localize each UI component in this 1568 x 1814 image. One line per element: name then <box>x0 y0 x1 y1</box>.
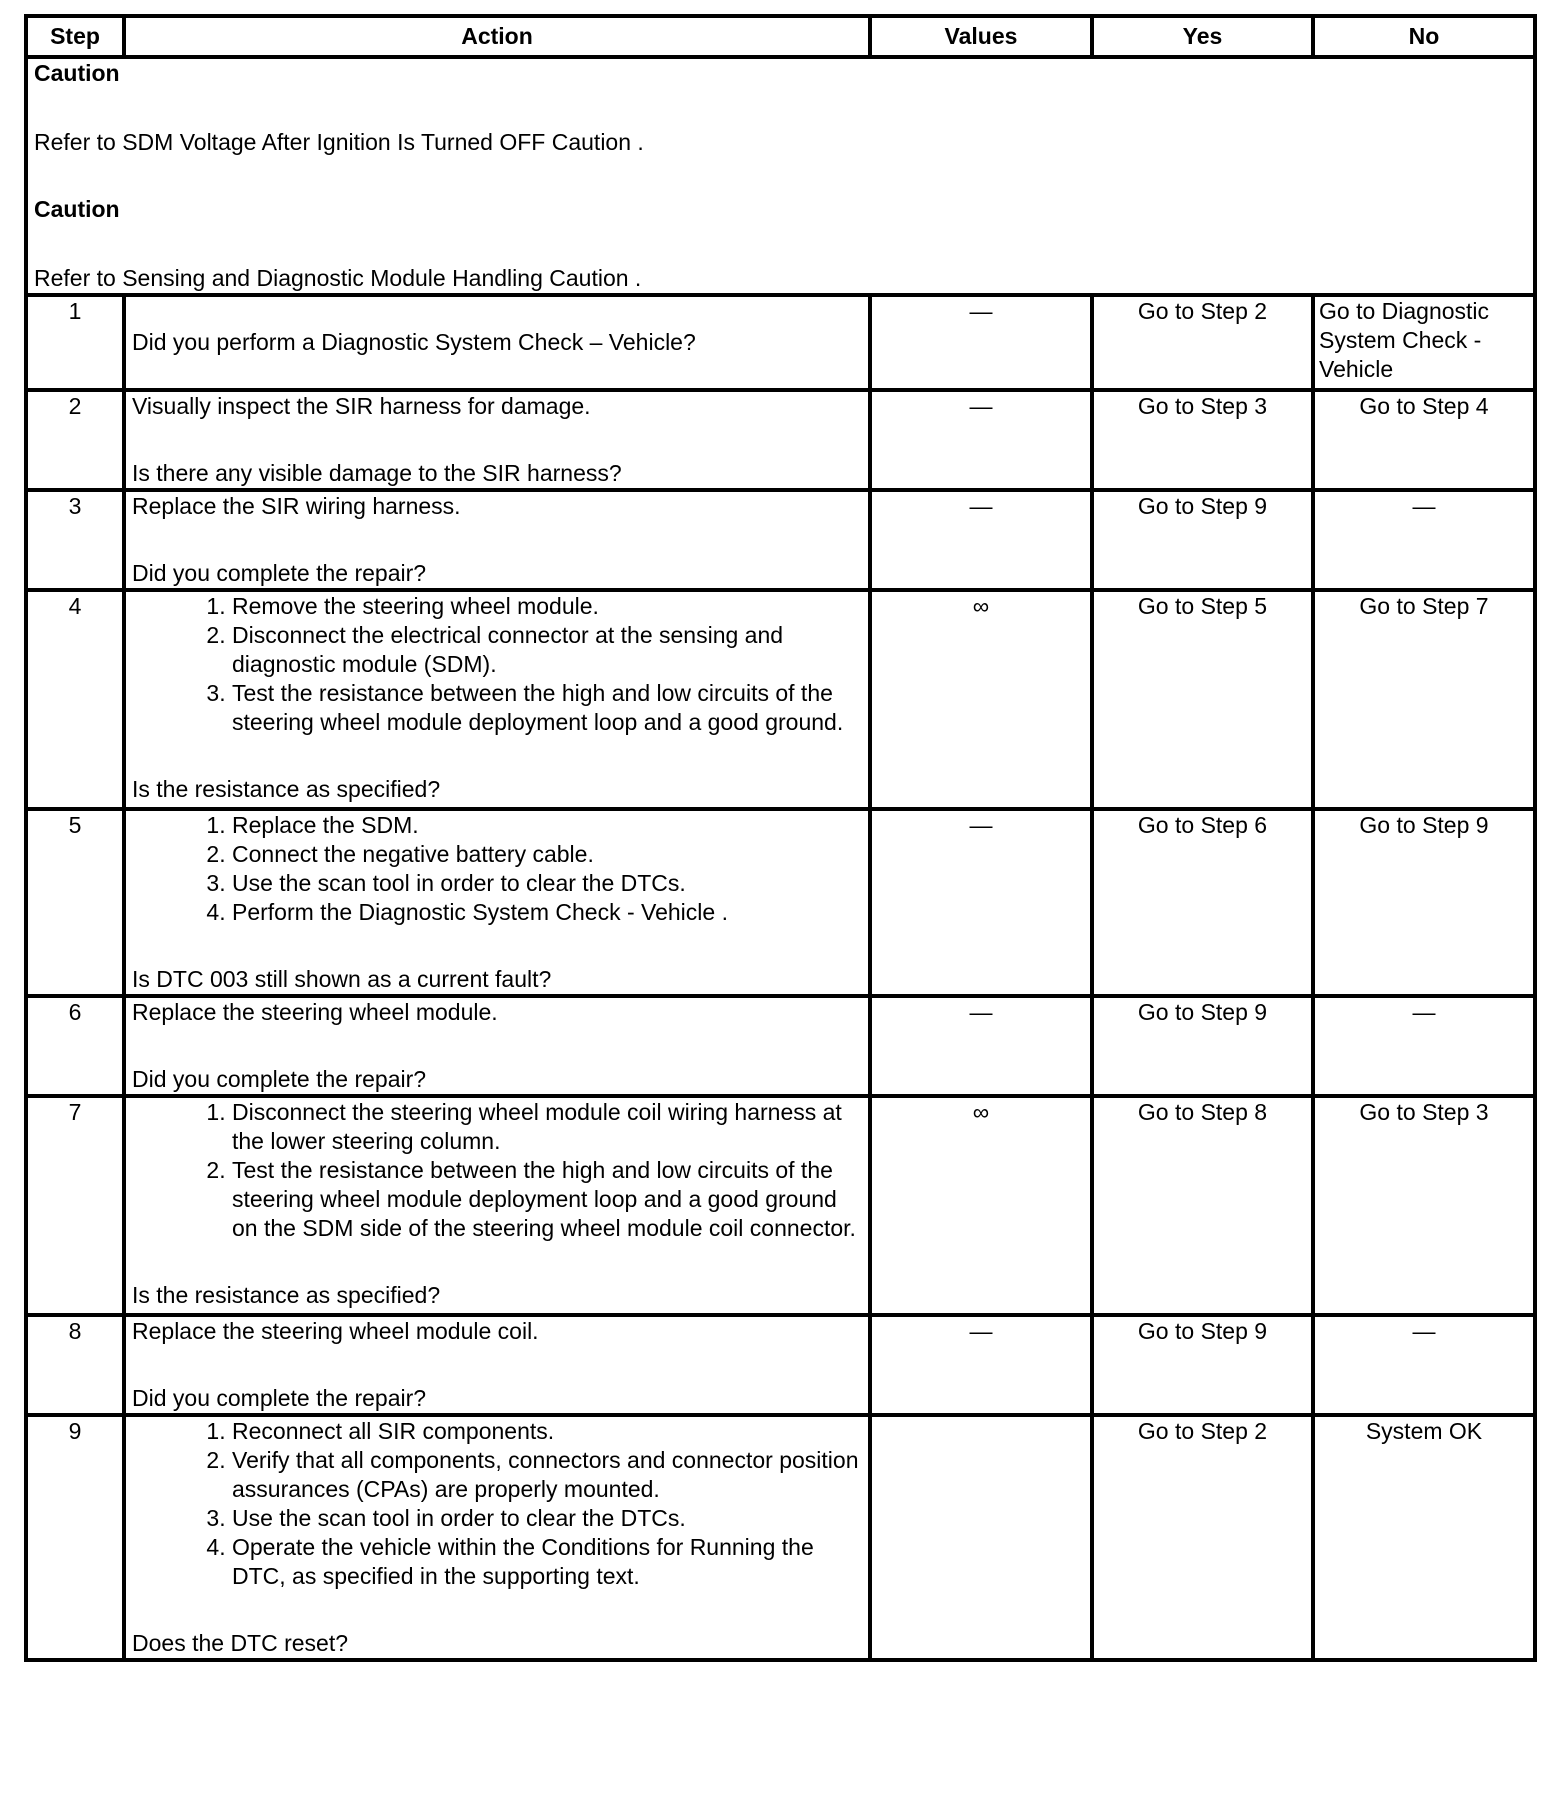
action-list <box>132 1417 862 1591</box>
list-item: 1. Replace the SDM. <box>232 811 862 840</box>
table-row <box>26 295 1535 390</box>
action-question: Is there any visible damage to the SIR harness? <box>132 460 622 486</box>
no-cell: Go to Step 9 <box>1313 809 1535 996</box>
no-cell: Go to Step 7 <box>1313 590 1535 809</box>
yes-cell: Go to Step 8 <box>1092 1096 1313 1315</box>
diagnostic-table <box>24 14 1537 1662</box>
list-item: 2. Verify that all components, connectors and connector position assurances (CPAs) are properly mounted. <box>232 1446 862 1504</box>
value-cell: — <box>870 809 1092 996</box>
step-number: 6 <box>26 996 124 1096</box>
step-number: 4 <box>26 590 124 809</box>
no-cell: Go to Step 3 <box>1313 1096 1535 1315</box>
no-cell: Go to Step 4 <box>1313 390 1535 490</box>
action-question: Is the resistance as specified? <box>132 1282 441 1308</box>
action-question: Did you complete the repair? <box>132 560 427 586</box>
no-cell: System OK <box>1313 1415 1535 1660</box>
action-cell <box>124 1415 870 1660</box>
yes-cell: Go to Step 9 <box>1092 996 1313 1096</box>
caution-text: Refer to SDM Voltage After Ignition Is Turned OFF Caution . <box>34 129 644 155</box>
header-yes: Yes <box>1092 16 1313 57</box>
action-text: Did you perform a Diagnostic System Check – Vehicle? <box>132 329 696 355</box>
table-row <box>26 390 1535 490</box>
list-item: 1. Remove the steering wheel module. <box>232 592 862 621</box>
action-cell <box>124 1096 870 1315</box>
list-item: 2. Test the resistance between the high and low circuits of the steering wheel module deployment loop and a good ground on the SDM side of the steering wheel module coil connector. <box>232 1156 862 1243</box>
action-question: Did you complete the repair? <box>132 1385 427 1411</box>
action-question: Does the DTC reset? <box>132 1630 349 1656</box>
table-row <box>26 1415 1535 1660</box>
value-cell: — <box>870 1315 1092 1415</box>
list-item: 3. Use the scan tool in order to clear the DTCs. <box>232 869 862 898</box>
caution-title: Caution <box>34 196 120 222</box>
no-cell: — <box>1313 1315 1535 1415</box>
action-cell <box>124 809 870 996</box>
action-cell <box>124 1315 870 1415</box>
yes-cell: Go to Step 9 <box>1092 490 1313 590</box>
action-list <box>132 1098 862 1243</box>
header-action: Action <box>124 16 870 57</box>
step-number: 8 <box>26 1315 124 1415</box>
action-cell <box>124 490 870 590</box>
table-row <box>26 809 1535 996</box>
no-cell: — <box>1313 996 1535 1096</box>
table-row <box>26 490 1535 590</box>
action-cell <box>124 590 870 809</box>
list-item: 1. Reconnect all SIR components. <box>232 1417 862 1446</box>
list-item: 4. Perform the Diagnostic System Check - Vehicle . <box>232 898 862 927</box>
list-item: 2. Connect the negative battery cable. <box>232 840 862 869</box>
step-number: 9 <box>26 1415 124 1660</box>
header-row <box>26 16 1535 57</box>
list-item: 1. Disconnect the steering wheel module coil wiring harness at the lower steering column. <box>232 1098 862 1156</box>
header-step: Step <box>26 16 124 57</box>
value-cell: ∞ <box>870 590 1092 809</box>
action-text: Replace the steering wheel module. <box>132 999 498 1025</box>
action-question: Is the resistance as specified? <box>132 776 441 802</box>
table-row <box>26 590 1535 809</box>
action-list <box>132 811 862 927</box>
header-values: Values <box>870 16 1092 57</box>
no-cell: — <box>1313 490 1535 590</box>
value-cell <box>870 1415 1092 1660</box>
step-number: 7 <box>26 1096 124 1315</box>
value-cell: — <box>870 996 1092 1096</box>
no-cell: Go to Diagnostic System Check - Vehicle <box>1313 295 1535 390</box>
table-row <box>26 1096 1535 1315</box>
action-text: Replace the steering wheel module coil. <box>132 1318 539 1344</box>
list-item: 3. Use the scan tool in order to clear the DTCs. <box>232 1504 862 1533</box>
caution-title: Caution <box>34 60 120 86</box>
action-question: Is DTC 003 still shown as a current fault? <box>132 966 552 992</box>
step-number: 1 <box>26 295 124 390</box>
action-text: Visually inspect the SIR harness for damage. <box>132 393 591 419</box>
action-question: Did you complete the repair? <box>132 1066 427 1092</box>
yes-cell: Go to Step 6 <box>1092 809 1313 996</box>
step-number: 5 <box>26 809 124 996</box>
caution-text: Refer to Sensing and Diagnostic Module Handling Caution . <box>34 265 642 291</box>
yes-cell: Go to Step 2 <box>1092 1415 1313 1660</box>
yes-cell: Go to Step 3 <box>1092 390 1313 490</box>
step-number: 3 <box>26 490 124 590</box>
list-item: 4. Operate the vehicle within the Conditions for Running the DTC, as specified in the supporting text. <box>232 1533 862 1591</box>
yes-cell: Go to Step 5 <box>1092 590 1313 809</box>
list-item: 2. Disconnect the electrical connector at the sensing and diagnostic module (SDM). <box>232 621 862 679</box>
caution-cell <box>26 57 1535 295</box>
action-cell <box>124 390 870 490</box>
value-cell: ∞ <box>870 1096 1092 1315</box>
table-row <box>26 996 1535 1096</box>
header-no: No <box>1313 16 1535 57</box>
action-list <box>132 592 862 737</box>
value-cell: — <box>870 490 1092 590</box>
step-number: 2 <box>26 390 124 490</box>
table-row <box>26 1315 1535 1415</box>
value-cell: — <box>870 295 1092 390</box>
action-cell <box>124 295 870 390</box>
caution-row <box>26 57 1535 295</box>
value-cell: — <box>870 390 1092 490</box>
action-text: Replace the SIR wiring harness. <box>132 493 461 519</box>
yes-cell: Go to Step 2 <box>1092 295 1313 390</box>
yes-cell: Go to Step 9 <box>1092 1315 1313 1415</box>
action-cell <box>124 996 870 1096</box>
list-item: 3. Test the resistance between the high and low circuits of the steering wheel module deployment loop and a good ground. <box>232 679 862 737</box>
